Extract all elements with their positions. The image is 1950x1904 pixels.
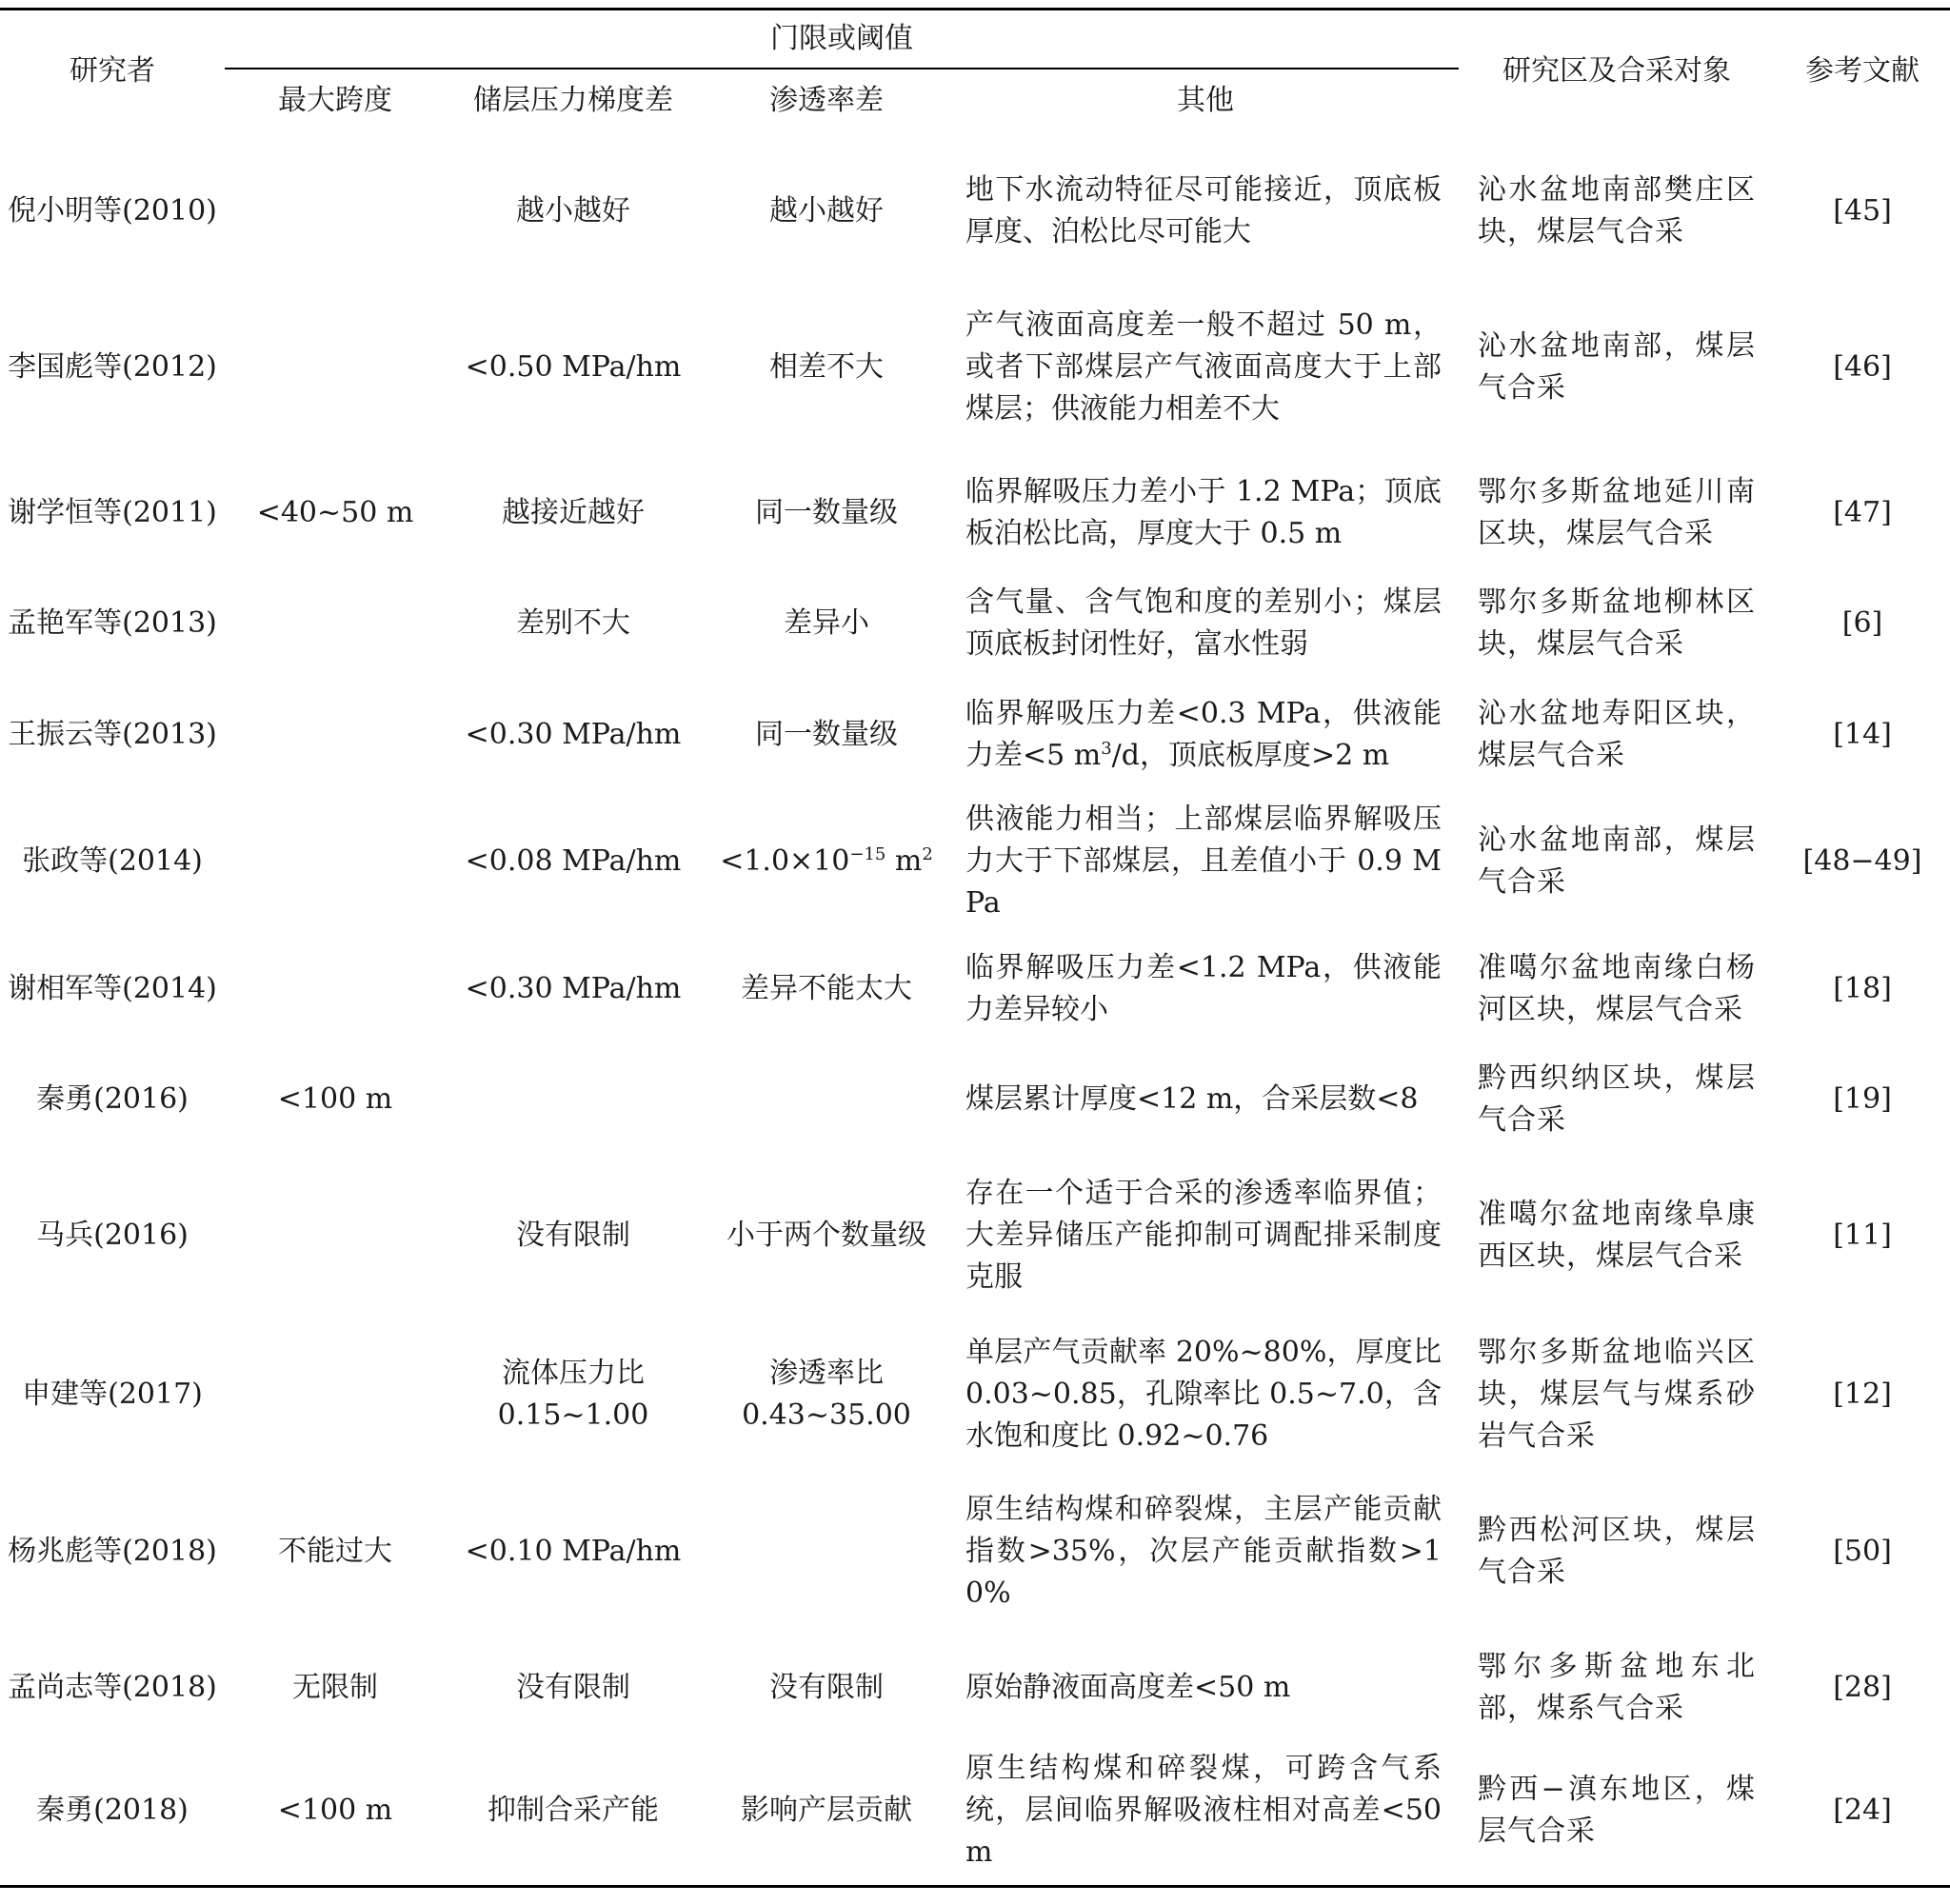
table-row xyxy=(0,1737,1950,1886)
cell-reference: [6] xyxy=(1841,606,1883,640)
cell-max-span: 无限制 xyxy=(292,1671,378,1704)
cell-permeability xyxy=(701,1465,952,1638)
cell-max-span: <100 m xyxy=(277,1082,393,1116)
cell-permeability-line1: 渗透率比 xyxy=(769,1357,884,1390)
cell-researcher: 秦勇(2018) xyxy=(0,1737,225,1886)
cell-other: 含气量、含气饱和度的差别小；煤层顶底板封闭性好，富水性弱 xyxy=(965,585,1442,661)
cell-pressure-gradient: 越小越好 xyxy=(516,194,630,228)
cell-max-span: <40~50 m xyxy=(256,496,414,529)
cell-max-span xyxy=(225,1324,446,1465)
cell-permeability: 没有限制 xyxy=(769,1671,884,1704)
cell-reference: [48−49] xyxy=(1802,844,1922,878)
cell-other: 临界解吸压力差<1.2 MPa，供液能力差异较小 xyxy=(965,951,1442,1026)
cell-region: 鄂尔多斯盆地东北部，煤系气合采 xyxy=(1478,1650,1756,1725)
cell-pressure-gradient xyxy=(446,1324,701,1465)
cell-other: 存在一个适于合采的渗透率临界值；大差异储压产能抑制可调配排采制度克服 xyxy=(965,1177,1442,1294)
cell-permeability: 小于两个数量级 xyxy=(726,1219,926,1252)
cell-pressure-gradient: <0.10 MPa/hm xyxy=(465,1535,682,1568)
cell-reference: [45] xyxy=(1833,194,1892,228)
table-row xyxy=(0,926,1950,1052)
cell-permeability: 同一数量级 xyxy=(755,496,898,529)
cell-researcher: 谢相军等(2014) xyxy=(8,972,217,1005)
cell-other-text: 临界解吸压力差<0.3 MPa，供液能力差<5 m xyxy=(965,697,1442,772)
cell-reference: [46] xyxy=(1833,350,1892,384)
table-row xyxy=(0,1324,1950,1465)
cell-permeability: 影响产层贡献 xyxy=(701,1737,952,1886)
cell-region: 黔西织纳区块，煤层气合采 xyxy=(1478,1061,1756,1137)
cell-permeability-text: <1.0×10 xyxy=(720,844,850,878)
cell-max-span xyxy=(225,140,446,283)
cell-max-span xyxy=(225,673,446,797)
cell-region: 黔西松河区块，煤层气合采 xyxy=(1478,1514,1756,1589)
cell-region: 黔西−滇东地区，煤层气合采 xyxy=(1459,1737,1775,1886)
header-reference: 参考文献 xyxy=(1805,54,1920,88)
cell-other: 单层产气贡献率 20%~80%，厚度比 0.03~0.85，孔隙率比 0.5~7.0，含水饱和度比 0.92~0.76 xyxy=(965,1336,1442,1453)
table-row xyxy=(0,1638,1950,1737)
table-row xyxy=(0,673,1950,797)
cell-other: 煤层累计厚度<12 m，合采层数<8 xyxy=(965,1082,1419,1116)
cell-other: 供液能力相当；上部煤层临界解吸压力大于下部煤层，且差值小于 0.9 MPa xyxy=(965,803,1442,920)
cell-max-span xyxy=(225,574,446,673)
cell-region: 准噶尔盆地南缘白杨河区块，煤层气合采 xyxy=(1478,951,1756,1026)
cell-pressure-gradient: <0.30 MPa/hm xyxy=(465,972,682,1005)
cell-researcher: 孟尚志等(2018) xyxy=(8,1671,217,1704)
header-max-span: 最大跨度 xyxy=(278,84,392,117)
cell-permeability: 差异小 xyxy=(784,606,869,640)
cell-researcher: 孟艳军等(2013) xyxy=(8,606,217,640)
cell-reference: [18] xyxy=(1833,972,1892,1005)
header-researcher: 研究者 xyxy=(70,54,155,88)
cell-region: 沁水盆地南部，煤层气合采 xyxy=(1478,823,1756,899)
cell-pressure-gradient: <0.50 MPa/hm xyxy=(465,350,682,384)
header-region: 研究区及合采对象 xyxy=(1502,54,1731,88)
cell-permeability: 差异不能太大 xyxy=(741,972,912,1005)
cell-reference: [19] xyxy=(1833,1082,1892,1116)
cell-other: 原始静液面高度差<50 m xyxy=(965,1671,1291,1704)
header-other: 其他 xyxy=(1177,84,1234,117)
cell-max-span xyxy=(225,1147,446,1324)
header-permeability: 渗透率差 xyxy=(769,84,884,117)
cell-pressure-gradient: 越接近越好 xyxy=(502,496,645,529)
cell-reference: [47] xyxy=(1833,496,1892,529)
cell-researcher: 王振云等(2013) xyxy=(8,718,217,751)
table-row xyxy=(0,574,1950,673)
cell-region: 鄂尔多斯盆地柳林区块，煤层气合采 xyxy=(1478,585,1756,661)
header-threshold-group: 门限或阈值 xyxy=(225,10,1459,69)
cell-other xyxy=(952,673,1459,797)
cell-other-text-after: /d，顶底板厚度>2 m xyxy=(1111,739,1390,772)
criteria-table xyxy=(0,8,1950,1888)
table-row xyxy=(0,140,1950,283)
cell-max-span: <100 m xyxy=(225,1737,446,1886)
cell-pressure-gradient: 抑制合采产能 xyxy=(446,1737,701,1886)
cell-region: 准噶尔盆地南缘阜康西区块，煤层气合采 xyxy=(1478,1198,1756,1273)
cell-researcher: 谢学恒等(2011) xyxy=(8,496,217,529)
cell-other: 原生结构煤和碎裂煤，主层产能贡献指数>35%，次层产能贡献指数>10% xyxy=(965,1493,1442,1610)
cell-permeability-exp: −15 xyxy=(849,844,886,864)
cell-max-span xyxy=(225,926,446,1052)
cell-reference: [24] xyxy=(1775,1737,1950,1886)
cell-researcher: 申建等(2017) xyxy=(22,1378,203,1411)
cell-region: 鄂尔多斯盆地延川南区块，煤层气合采 xyxy=(1478,475,1756,550)
cell-permeability: 越小越好 xyxy=(769,194,884,228)
cell-permeability-unit: m xyxy=(885,844,923,878)
cell-reference: [11] xyxy=(1833,1219,1892,1252)
cell-pressure-gradient: 没有限制 xyxy=(516,1671,630,1704)
cell-region: 鄂尔多斯盆地临兴区块，煤层气与煤系砂岩气合采 xyxy=(1478,1336,1756,1453)
cell-max-span: 不能过大 xyxy=(278,1535,392,1568)
cell-max-span xyxy=(225,797,446,926)
cell-pressure-gradient: 没有限制 xyxy=(516,1219,630,1252)
cell-other-sup: 3 xyxy=(1101,739,1112,759)
cell-region: 沁水盆地寿阳区块，煤层气合采 xyxy=(1478,697,1756,772)
header-pressure-gradient: 储层压力梯度差 xyxy=(473,84,673,117)
cell-permeability-unit-exp: 2 xyxy=(922,844,933,864)
cell-researcher: 马兵(2016) xyxy=(36,1219,189,1252)
cell-permeability xyxy=(701,1324,952,1465)
cell-pressure-gradient-line2: 0.15~1.00 xyxy=(497,1398,649,1432)
table-row xyxy=(0,1052,1950,1147)
cell-other: 地下水流动特征尽可能接近，顶底板厚度、泊松比尽可能大 xyxy=(965,173,1442,248)
cell-reference: [12] xyxy=(1833,1378,1892,1411)
cell-researcher: 李国彪等(2012) xyxy=(8,350,217,384)
table-row xyxy=(0,1465,1950,1638)
cell-permeability: 相差不大 xyxy=(769,350,884,384)
table-row xyxy=(0,452,1950,574)
cell-permeability-line2: 0.43~35.00 xyxy=(742,1398,911,1432)
table-row xyxy=(0,1147,1950,1324)
cell-pressure-gradient: <0.08 MPa/hm xyxy=(465,844,682,878)
cell-researcher: 秦勇(2016) xyxy=(36,1082,189,1116)
cell-pressure-gradient xyxy=(446,1052,701,1147)
cell-region: 沁水盆地南部樊庄区块，煤层气合采 xyxy=(1478,173,1756,248)
cell-other: 产气液面高度差一般不超过 50 m，或者下部煤层产气液面高度大于上部煤层；供液能力相差不大 xyxy=(965,308,1442,426)
cell-max-span xyxy=(225,283,446,452)
cell-permeability xyxy=(701,1052,952,1147)
cell-reference: [28] xyxy=(1833,1671,1892,1704)
cell-pressure-gradient: <0.30 MPa/hm xyxy=(465,718,682,751)
table-row xyxy=(0,283,1950,452)
cell-researcher: 杨兆彪等(2018) xyxy=(8,1535,217,1568)
cell-pressure-gradient: 差别不大 xyxy=(516,606,630,640)
cell-pressure-gradient-line1: 流体压力比 xyxy=(502,1357,645,1390)
cell-region: 沁水盆地南部，煤层气合采 xyxy=(1478,329,1756,405)
cell-researcher: 张政等(2014) xyxy=(22,844,203,878)
cell-permeability xyxy=(701,797,952,926)
cell-reference: [14] xyxy=(1833,718,1892,751)
cell-reference: [50] xyxy=(1833,1535,1892,1568)
cell-researcher: 倪小明等(2010) xyxy=(8,194,217,228)
cell-permeability: 同一数量级 xyxy=(755,718,898,751)
table-row xyxy=(0,797,1950,926)
cell-other: 原生结构煤和碎裂煤，可跨含气系统，层间临界解吸液柱相对高差<50 m xyxy=(952,1737,1459,1886)
cell-other: 临界解吸压力差小于 1.2 MPa；顶底板泊松比高，厚度大于 0.5 m xyxy=(965,475,1442,550)
